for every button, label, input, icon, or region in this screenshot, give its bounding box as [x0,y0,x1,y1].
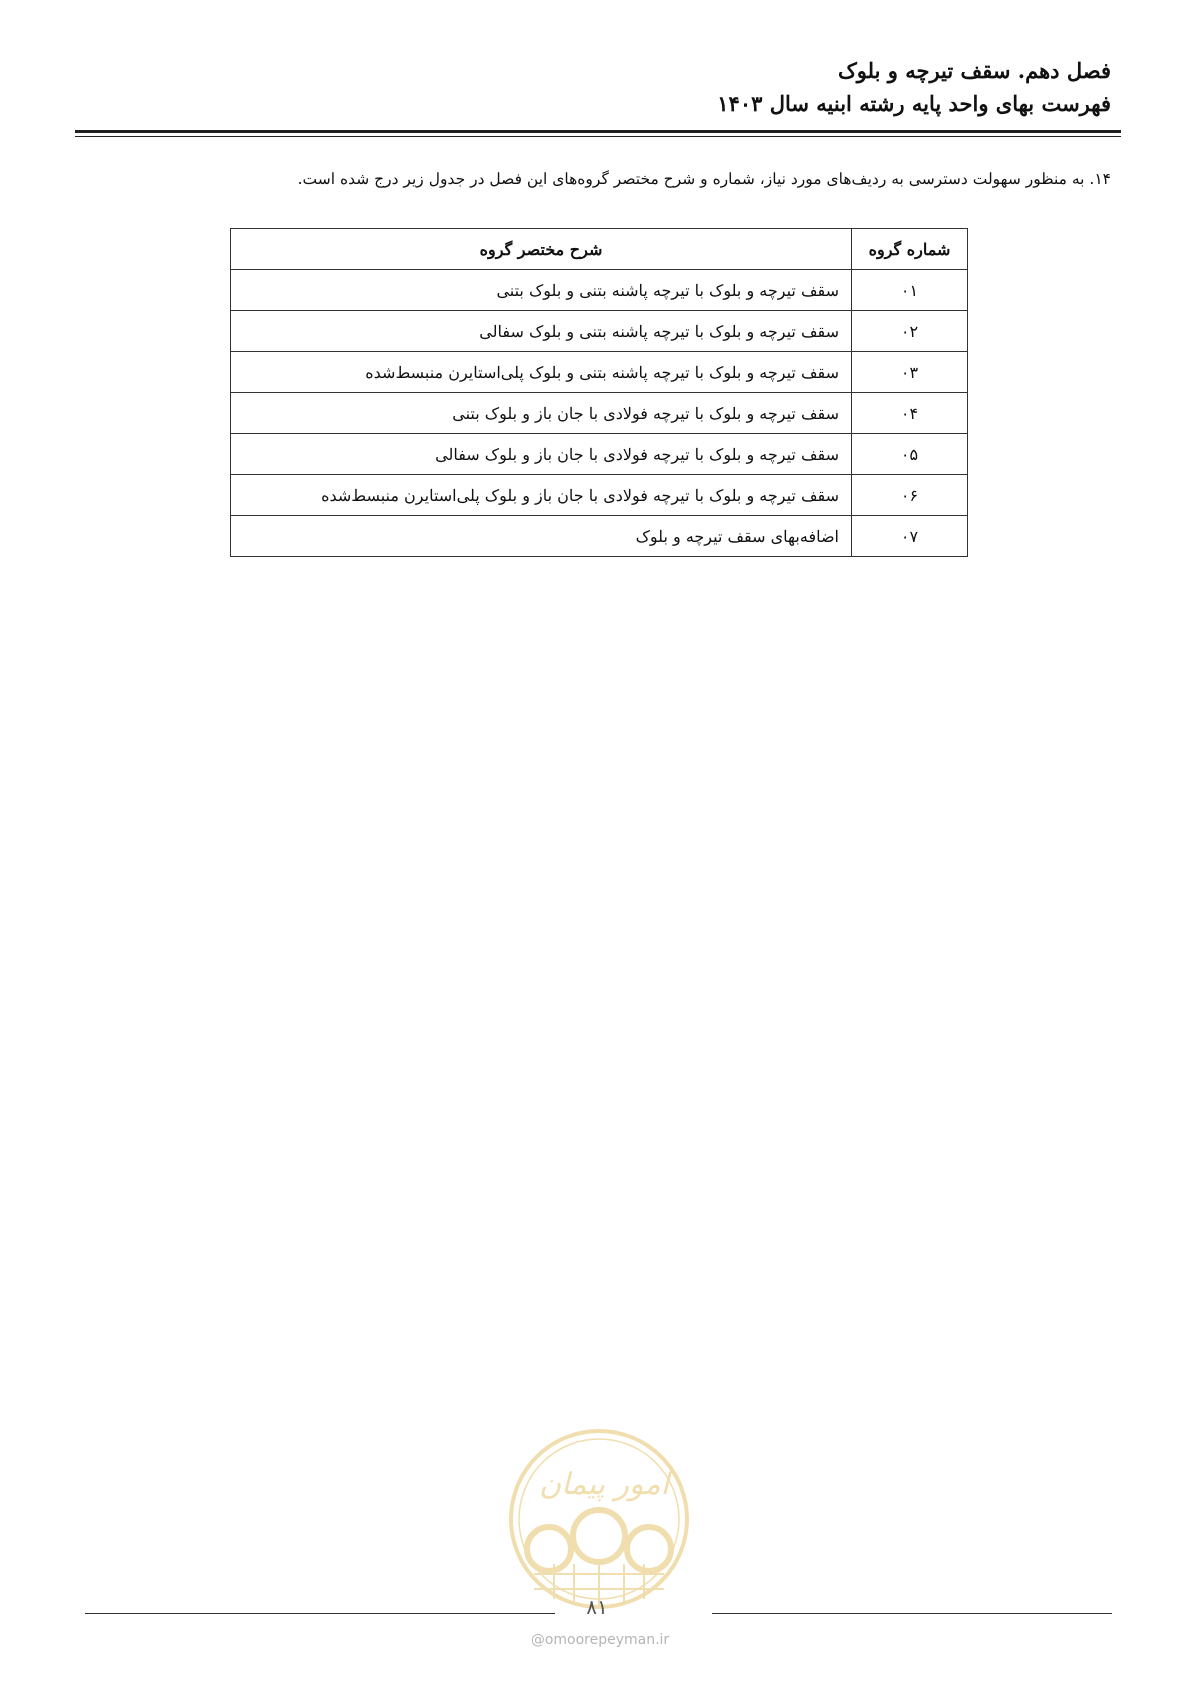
table-row [231,434,968,475]
group-description: سقف تیرچه و بلوک با تیرچه پاشنه بتنی و بلوک سفالی [231,311,852,352]
group-number: ۰۲ [852,311,968,352]
footer-rule-right [712,1613,1112,1614]
group-number: ۰۳ [852,352,968,393]
table-row [231,352,968,393]
group-description: سقف تیرچه و بلوک با تیرچه پاشنه بتنی و بلوک بتنی [231,270,852,311]
group-number: ۰۷ [852,516,968,557]
group-number: ۰۵ [852,434,968,475]
header-rule-thin [75,136,1121,137]
chapter-title: فصل دهم. سقف تیرچه و بلوک [838,58,1111,83]
table-row [231,311,968,352]
table-row [231,393,968,434]
watermark-logo [504,1424,694,1614]
header-group-number: شماره گروه [852,229,968,270]
group-description: سقف تیرچه و بلوک با تیرچه فولادی با جان باز و بلوک بتنی [231,393,852,434]
group-description: سقف تیرچه و بلوک با تیرچه فولادی با جان باز و بلوک سفالی [231,434,852,475]
group-number: ۰۶ [852,475,968,516]
footer-rule-left [85,1613,555,1614]
table-row [231,475,968,516]
table-row [231,270,968,311]
page-header [717,58,1111,116]
groups-table [230,228,968,557]
group-description: سقف تیرچه و بلوک با تیرچه پاشنه بتنی و بلوک پلی‌استایرن منبسط‌شده [231,352,852,393]
group-description: اضافه‌بهای سقف تیرچه و بلوک [231,516,852,557]
watermark-script: امور پیمان [539,1467,669,1502]
group-number: ۰۴ [852,393,968,434]
table-header-row [231,229,968,270]
header-rule-thick [75,130,1121,133]
intro-paragraph: ۱۴. به منظور سهولت دسترسی به ردیف‌های مورد نیاز، شماره و شرح مختصر گروه‌های این فصل در جدول زیر درج شده است. [297,170,1111,188]
header-group-description: شرح مختصر گروه [231,229,852,270]
page-number: ۸۱ [586,1595,608,1619]
book-title: فهرست بهای واحد پایه رشته ابنیه سال ۱۴۰۳ [717,91,1111,116]
group-description: سقف تیرچه و بلوک با تیرچه فولادی با جان باز و بلوک پلی‌استایرن منبسط‌شده [231,475,852,516]
group-number: ۰۱ [852,270,968,311]
website-link[interactable]: @omoorepeyman.ir [530,1632,670,1648]
table-row [231,516,968,557]
